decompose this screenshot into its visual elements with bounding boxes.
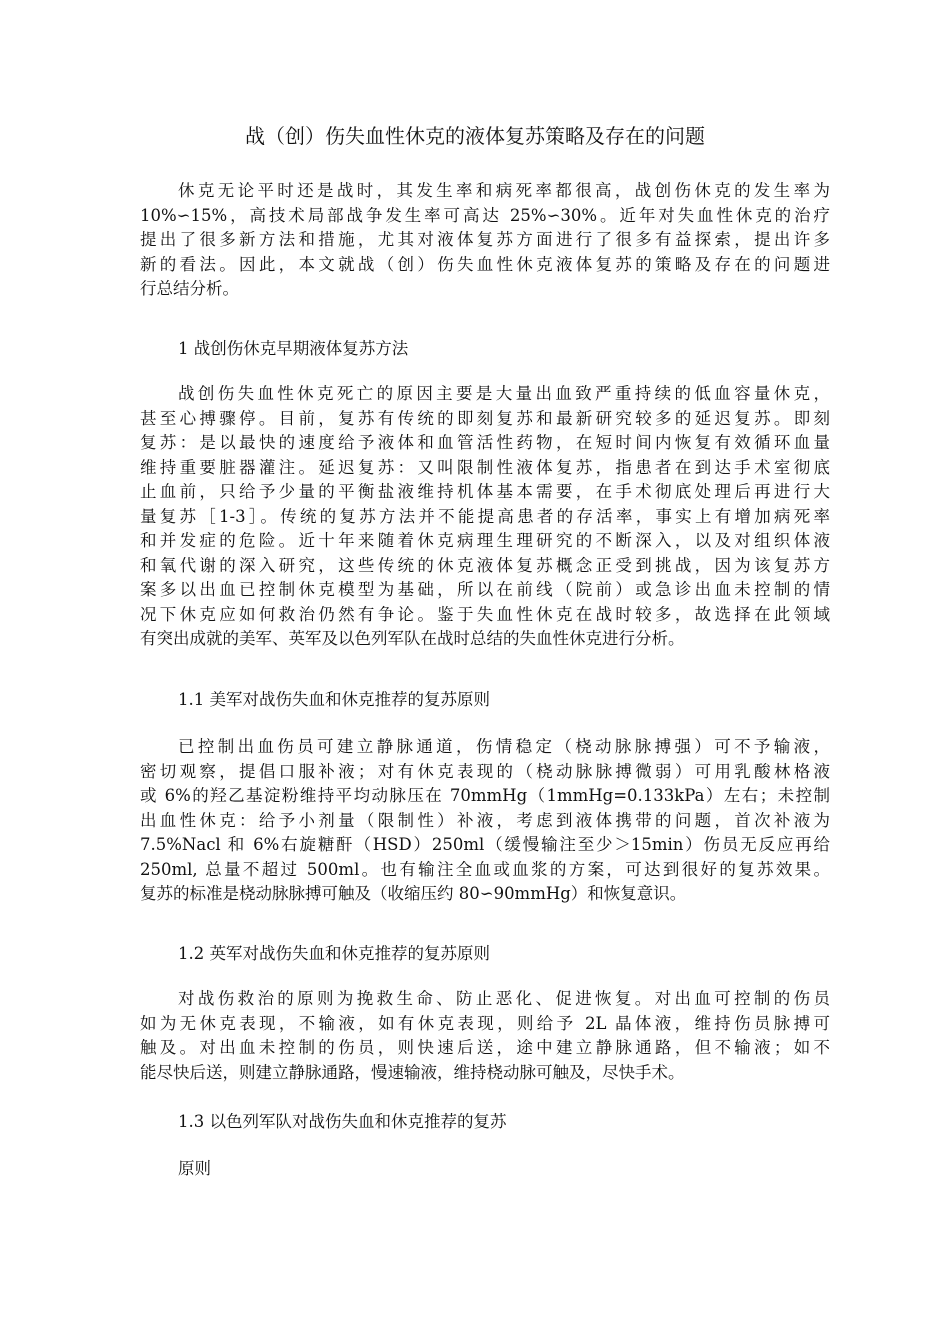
text-line: 维持重要脏器灌注。延迟复苏：又叫限制性液体复苏，指患者在到达手术室彻底 [140,457,830,477]
section-1-3-continuation: 原则 [178,1159,211,1178]
text-line: 7.5%Nacl 和 6%右旋糖酐（HSD）250ml（缓慢输注至少＞15min）伤员无反应再给 [140,835,830,854]
text-line: 密切观察，提倡口服补液；对有休克表现的（桡动脉脉搏微弱）可用乳酸林格液 [140,761,830,781]
text-line: 复苏：是以最快的速度给予液体和血管活性药物，在短时间内恢复有效循环血量 [140,433,830,452]
text-line: 量复苏［1-3］。传统的复苏方法并不能提高患者的存活率，事实上有增加病死率 [140,506,830,526]
document-title: 战（创）伤失血性休克的液体复苏策略及存在的问题 [245,124,705,148]
section-1-1-paragraph [140,735,830,907]
text-line: 休克无论平时还是战时，其发生率和病死率都很高，战创伤休克的发生率为 [178,181,830,200]
section-1-3-heading: 1.3 以色列军队对战伤失血和休克推荐的复苏 [178,1112,507,1131]
text-line: 有突出成就的美军、英军及以色列军队在战时总结的失血性休克进行分析。 [140,629,685,648]
text-line: 复苏的标准是桡动脉脉搏可触及（收缩压约 80∽90mmHg）和恢复意识。 [140,884,687,903]
section-1-paragraph [140,382,830,652]
text-line: 行总结分析。 [140,279,239,298]
text-line: 案多以出血已控制休克模型为基础，所以在前线（院前）或急诊出血未控制的情 [140,580,830,599]
text-line: 已控制出血伤员可建立静脉通道，伤情稳定（桡动脉脉搏强）可不予输液， [178,737,830,756]
text-line: 触及。对出血未控制的伤员，则快速后送，途中建立静脉通路，但不输液；如不 [140,1038,830,1057]
text-line: 如为无休克表现，不输液，如有休克表现，则给予 2L 晶体液，维持伤员脉搏可 [140,1013,830,1033]
text-line: 10%∽15%，高技术局部战争发生率可高达 25%∽30%。近年对失血性休克的治疗 [140,205,830,225]
text-line: 和氧代谢的深入研究，这些传统的休克液体复苏概念正受到挑战，因为该复苏方 [140,555,830,575]
text-line: 或 6%的羟乙基淀粉维持平均动脉压在 70mmHg（1mmHg=0.133kPa）左右；未控制 [140,786,830,805]
text-line: 250ml, 总量不超过 500ml。也有输注全血或血浆的方案，可达到很好的复苏效果。 [140,859,830,879]
text-line: 和并发症的危险。近十年来随着休克病理生理研究的不断深入，以及对组织体液 [140,531,830,550]
text-line: 战创伤失血性休克死亡的原因主要是大量出血致严重持续的低血容量休克， [178,384,830,403]
text-line: 止血前，只给予少量的平衡盐液维持机体基本需要，在手术彻底处理后再进行大 [140,482,830,501]
section-1-1-heading: 1.1 美军对战伤失血和休克推荐的复苏原则 [178,690,490,709]
text-line: 对战伤救治的原则为挽救生命、防止恶化、促进恢复。对出血可控制的伤员 [178,989,830,1008]
text-line: 提出了很多新方法和措施，尤其对液体复苏方面进行了很多有益探索，提出许多 [140,230,830,249]
text-line: 新的看法。因此，本文就战（创）伤失血性休克液体复苏的策略及存在的问题进 [140,254,830,274]
text-line: 甚至心搏骤停。目前，复苏有传统的即刻复苏和最新研究较多的延迟复苏。即刻 [140,408,830,428]
text-line: 出血性休克：给予小剂量（限制性）补液，考虑到液体携带的问题，首次补液为 [140,810,830,830]
section-1-2-heading: 1.2 英军对战伤失血和休克推荐的复苏原则 [178,944,490,963]
text-line: 能尽快后送，则建立静脉通路，慢速输液，维持桡动脉可触及，尽快手术。 [140,1062,685,1082]
section-1-2-paragraph [140,987,830,1085]
section-1-heading: 1 战创伤休克早期液体复苏方法 [178,339,409,358]
intro-paragraph [140,179,830,302]
text-line: 况下休克应如何救治仍然有争论。鉴于失血性休克在战时较多，故选择在此领域 [140,604,830,624]
